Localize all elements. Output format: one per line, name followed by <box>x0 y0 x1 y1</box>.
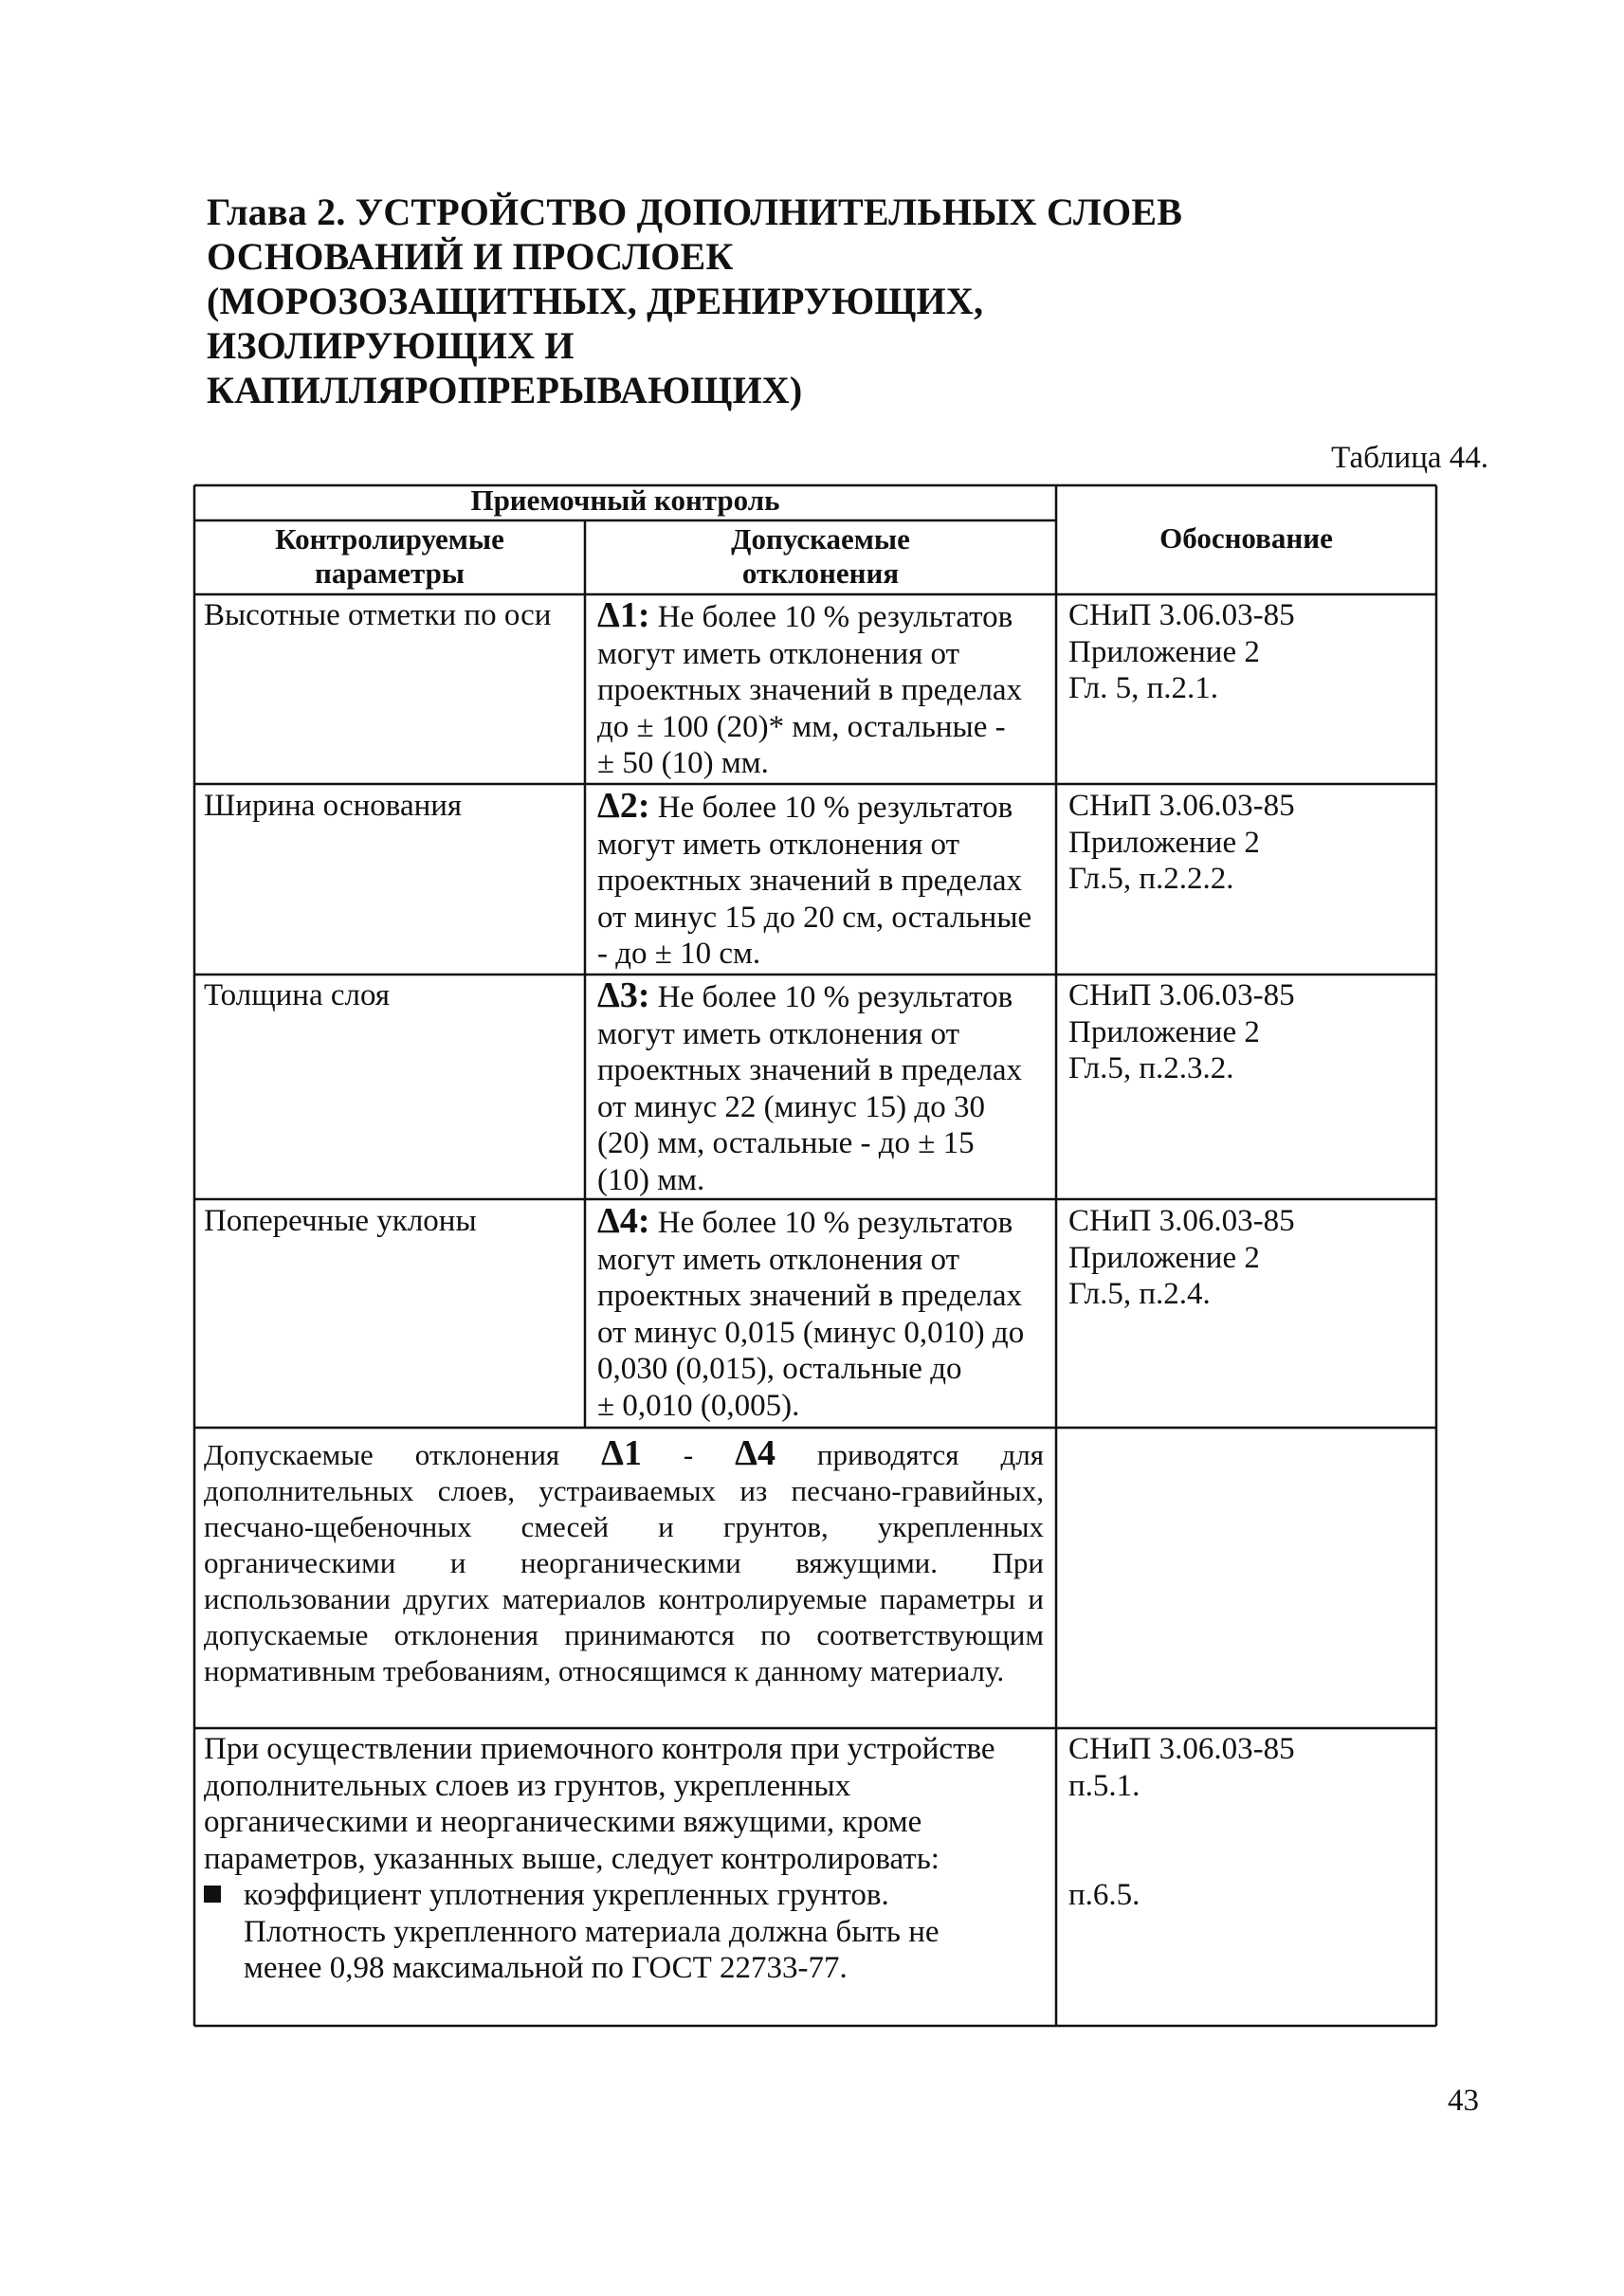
deviation-line: (20) мм, остальные - до ± 15 <box>597 1126 975 1160</box>
note-first-line <box>204 1435 1044 1473</box>
delta-label: Δ2: <box>597 786 650 826</box>
title-line: ИЗОЛИРУЮЩИХ И <box>207 324 575 367</box>
basis-line: СНиП 3.06.03-85 <box>1068 598 1295 632</box>
row-deviation <box>597 977 1052 1198</box>
deviation-line: могут иметь отклонения от <box>597 827 960 862</box>
basis-line: СНиП 3.06.03-85 <box>1068 1732 1295 1766</box>
basis-line: п.6.5. <box>1068 1878 1140 1912</box>
deviation-line: могут иметь отклонения от <box>597 1016 960 1051</box>
requirements-line: органическими и неорганическими вяжущими, кроме <box>204 1805 922 1839</box>
table-caption: Таблица 44. <box>1331 441 1488 475</box>
row-basis <box>1068 977 1429 1087</box>
basis-line: СНиП 3.06.03-85 <box>1068 1204 1295 1238</box>
row-basis <box>1068 597 1429 707</box>
deviation-line: от минус 22 (минус 15) до 30 <box>597 1089 985 1124</box>
deviation-line: могут иметь отклонения от <box>597 1242 960 1277</box>
basis-line: Приложение 2 <box>1068 825 1260 860</box>
delta-label: Δ4 <box>735 1433 776 1473</box>
deviation-line: (10) мм. <box>597 1162 705 1197</box>
row-param: Поперечные уклоны <box>204 1204 477 1238</box>
row-param: Толщина слоя <box>204 978 391 1012</box>
page-number: 43 <box>1448 2084 1479 2118</box>
deviation-line: могут иметь отклонения от <box>597 636 960 671</box>
basis-line: СНиП 3.06.03-85 <box>1068 978 1295 1012</box>
requirements-line: параметров, указанных выше, следует контролировать: <box>204 1841 940 1876</box>
delta-label: Δ1 <box>601 1433 642 1473</box>
spacer <box>1068 1804 1429 1841</box>
header-text: Допускаемые <box>731 522 910 556</box>
bullet-line: менее 0,98 максимальной по ГОСТ 22733-77. <box>244 1951 848 1985</box>
header-text: Контролируемые <box>275 522 504 556</box>
note-text: Допускаемые отклонения <box>204 1438 602 1471</box>
bullet-line: коэффициент уплотнения укрепленных грунтов. <box>244 1878 889 1912</box>
deviation-line <box>597 1203 1052 1242</box>
basis-line: Приложение 2 <box>1068 1014 1260 1049</box>
deviation-line: ± 50 (10) мм. <box>597 746 769 780</box>
requirements-basis <box>1068 1731 1429 1914</box>
list-item <box>204 1877 1048 1987</box>
basis-line: СНиП 3.06.03-85 <box>1068 789 1295 823</box>
title-line: (МОРОЗОЗАЩИТНЫХ, ДРЕНИРУЮЩИХ, <box>207 280 984 322</box>
deviation-line <box>597 788 1052 827</box>
basis-line: Приложение 2 <box>1068 1240 1260 1275</box>
delta-label: Δ3: <box>597 975 650 1015</box>
deviation-line: проектных значений в пределах <box>597 864 1023 898</box>
row-deviation <box>597 597 1052 782</box>
deviation-line: проектных значений в пределах <box>597 1053 1023 1087</box>
title-line: КАПИЛЛЯРОПРЕРЫВАЮЩИХ) <box>207 369 803 411</box>
basis-line: п.5.1. <box>1068 1768 1140 1803</box>
basis-line: Гл.5, п.2.3.2. <box>1068 1051 1234 1085</box>
delta-label: Δ4: <box>597 1201 650 1241</box>
deviation-line: проектных значений в пределах <box>597 673 1023 707</box>
row-deviation <box>597 788 1052 973</box>
header-allowed-deviations <box>585 522 1056 591</box>
header-text: параметры <box>314 556 465 590</box>
row-deviation <box>597 1203 1052 1424</box>
title-line: Глава 2. УСТРОЙСТВО ДОПОЛНИТЕЛЬНЫХ СЛОЕВ <box>207 191 1183 233</box>
row-param: Высотные отметки по оси <box>204 598 552 632</box>
requirements-line: При осуществлении приемочного контроля при устройстве <box>204 1732 995 1766</box>
delta-label: Δ1: <box>597 595 650 635</box>
note-body: дополнительных слоев, устраиваемых из песчано-гравийных, песчано-щебеночных смесей и грунтов, укрепленных органическими и неорганическими вяжущими. При использовании других материалов контролируемые параметры и допускаемые отклонения принимаются по соответствующим нормативным требованиям, относящимся к данному материалу. <box>204 1474 1044 1687</box>
deviation-text: Не более 10 % результатов <box>649 1206 1013 1240</box>
header-controlled-params <box>194 522 585 591</box>
deviation-line: проектных значений в пределах <box>597 1279 1023 1313</box>
note-text: - <box>641 1438 736 1471</box>
deviation-text: Не более 10 % результатов <box>649 600 1013 634</box>
acceptance-control-requirements <box>204 1731 1048 1987</box>
basis-line: Приложение 2 <box>1068 634 1260 669</box>
deviation-text: Не более 10 % результатов <box>649 980 1013 1014</box>
square-bullet-icon <box>204 1886 221 1903</box>
row-basis <box>1068 788 1429 898</box>
deviation-line: - до ± 10 см. <box>597 937 761 971</box>
basis-line: Гл.5, п.2.4. <box>1068 1277 1211 1311</box>
row-param: Ширина основания <box>204 789 463 823</box>
deviations-note <box>204 1435 1044 1689</box>
header-basis: Обоснование <box>1159 521 1333 555</box>
deviation-line: 0,030 (0,015), остальные до <box>597 1352 962 1386</box>
note-text: приводятся для <box>775 1438 1044 1471</box>
deviation-line: от минус 15 до 20 см, остальные <box>597 900 1032 935</box>
deviation-line <box>597 597 1052 636</box>
deviation-line: ± 0,010 (0,005). <box>597 1388 800 1423</box>
chapter-title <box>207 190 1344 412</box>
basis-line: Гл. 5, п.2.1. <box>1068 671 1218 705</box>
header-acceptance-control: Приемочный контроль <box>470 483 780 517</box>
requirements-line: дополнительных слоев из грунтов, укрепленных <box>204 1768 851 1803</box>
bullet-line: Плотность укрепленного материала должна быть не <box>244 1914 940 1949</box>
spacer <box>1068 1841 1429 1878</box>
row-basis <box>1068 1203 1429 1313</box>
deviation-text: Не более 10 % результатов <box>649 791 1013 825</box>
deviation-line: до ± 100 (20)* мм, остальные - <box>597 709 1006 744</box>
basis-line: Гл.5, п.2.2.2. <box>1068 862 1234 896</box>
deviation-line: от минус 0,015 (минус 0,010) до <box>597 1315 1025 1350</box>
title-line: ОСНОВАНИЙ И ПРОСЛОЕК <box>207 235 734 278</box>
header-text: отклонения <box>741 556 900 590</box>
deviation-line <box>597 977 1052 1016</box>
